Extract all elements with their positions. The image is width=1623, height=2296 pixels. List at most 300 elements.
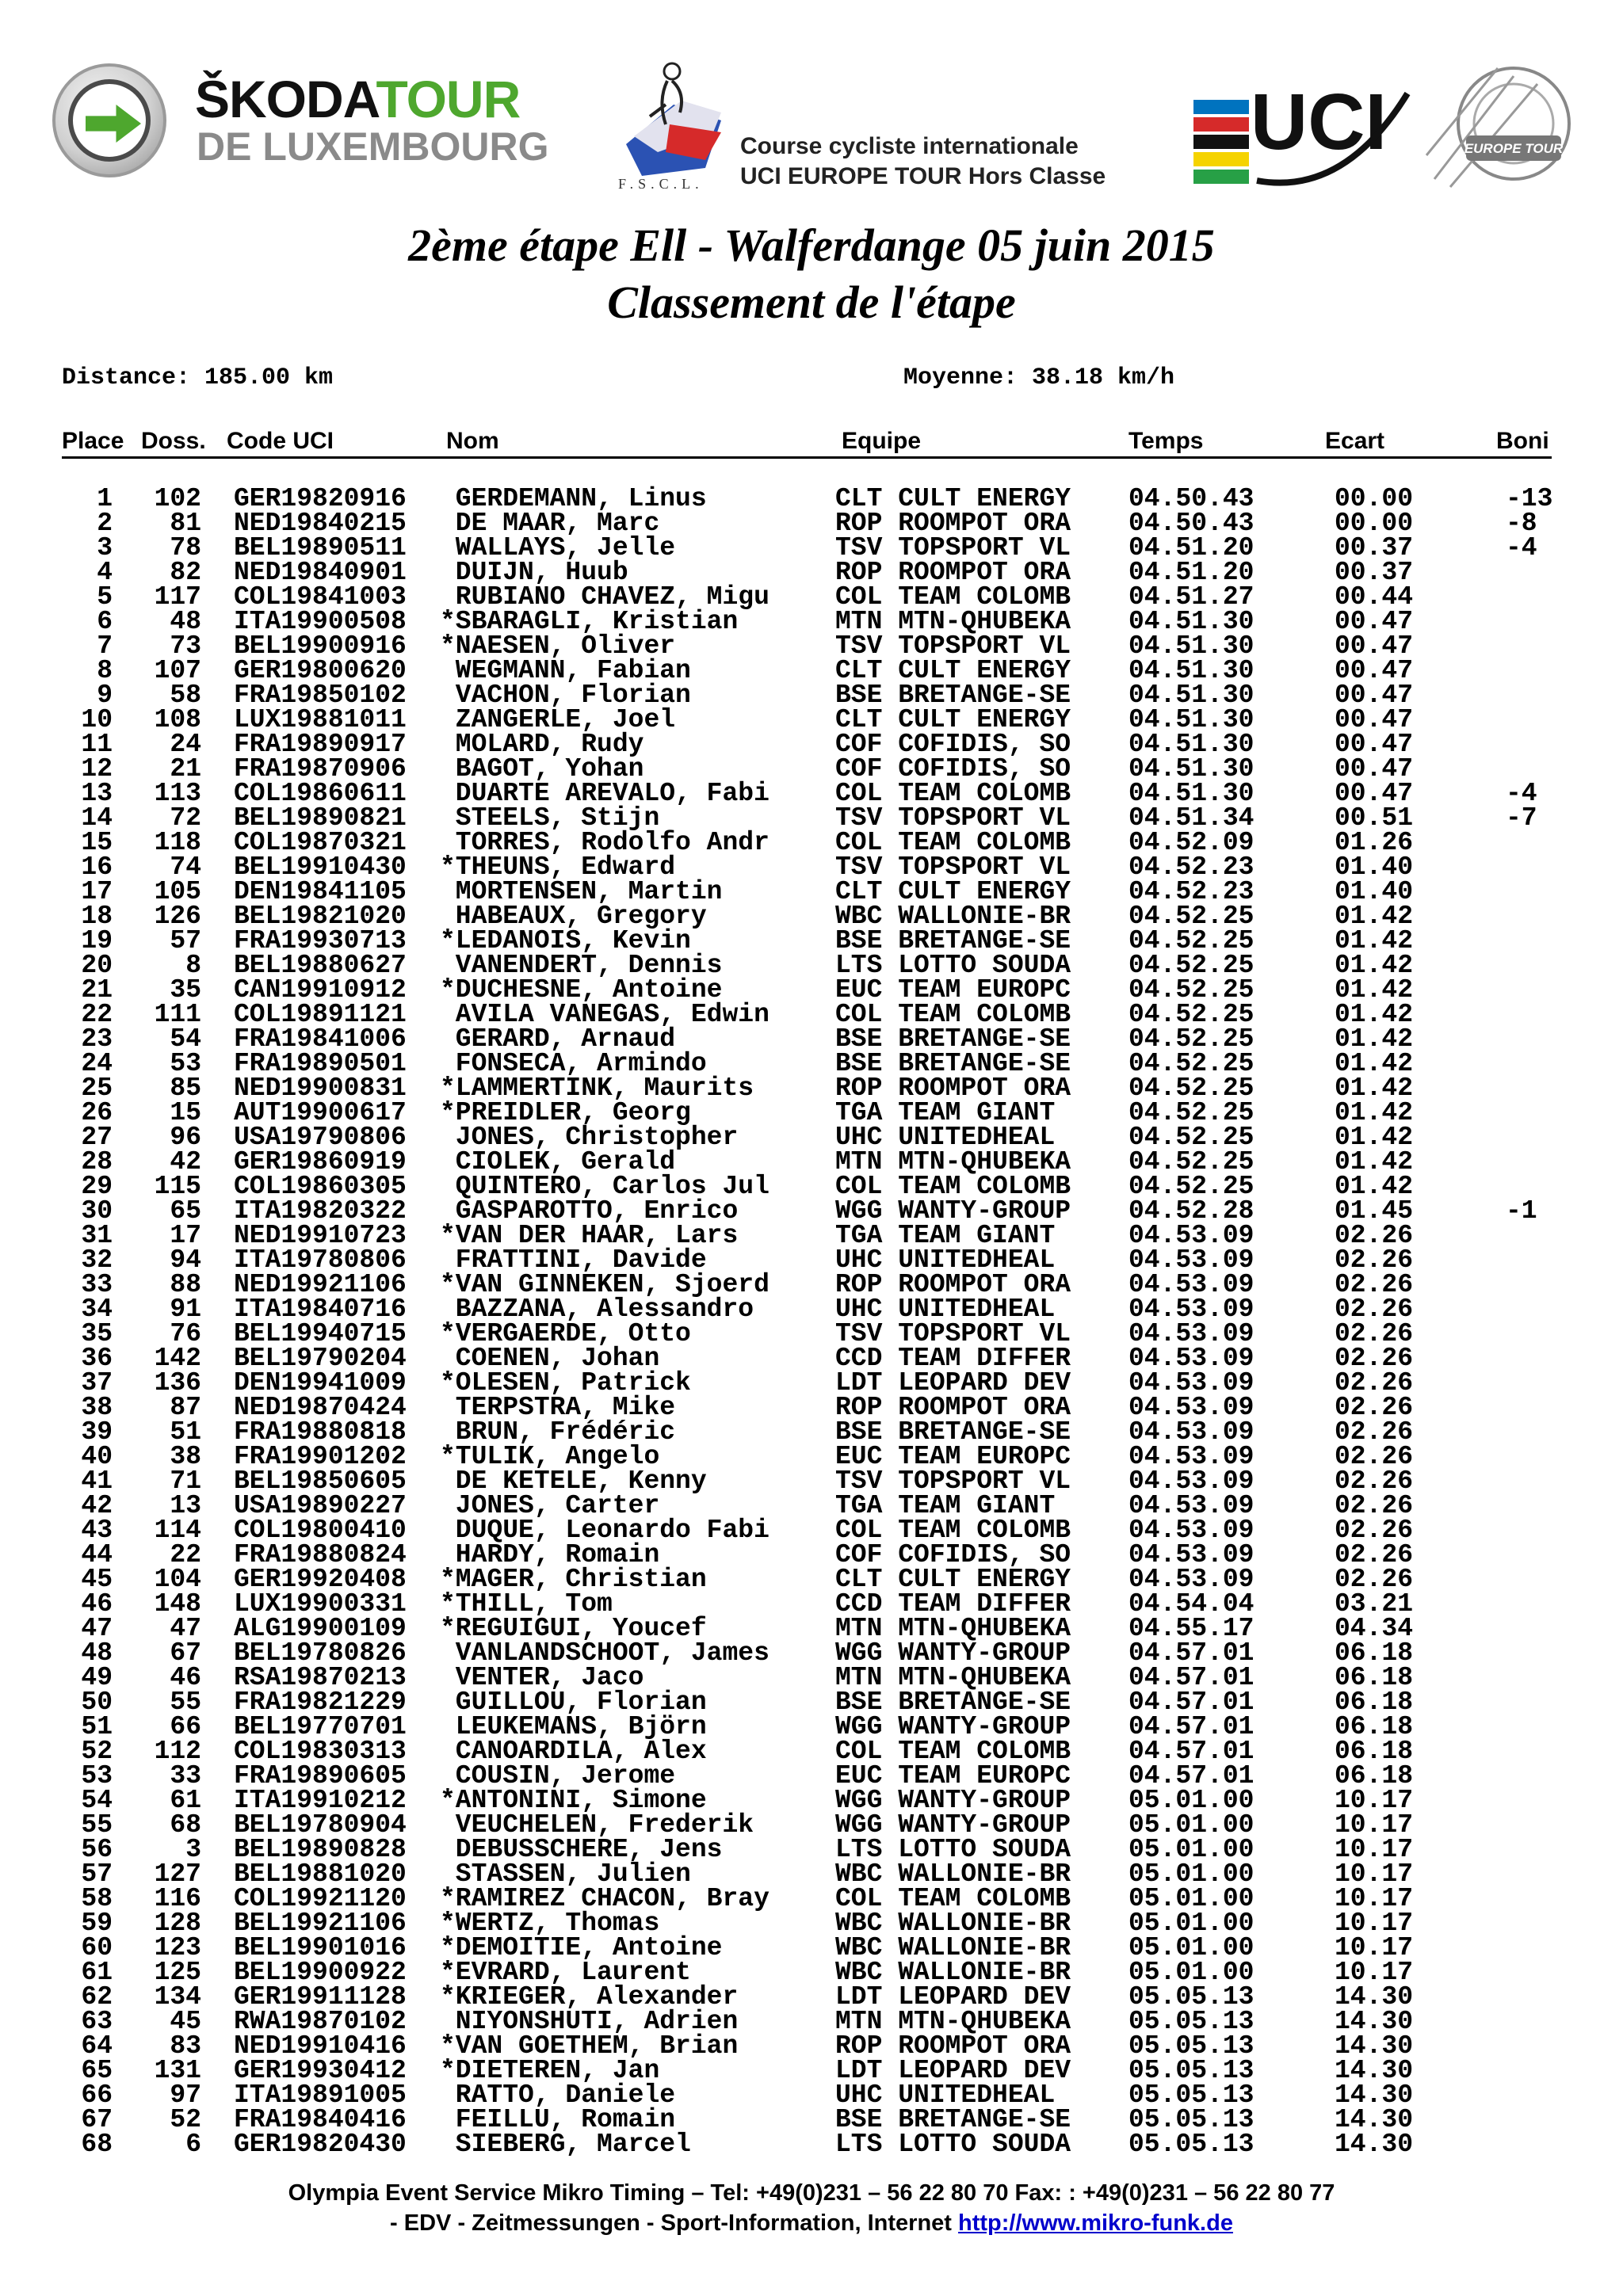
boni-cell: -4	[1506, 779, 1537, 808]
ecart-cell: 00.37	[1335, 558, 1414, 587]
boni-cell: -4	[1506, 533, 1537, 563]
code-uci-cell: DEN19841105	[234, 877, 407, 906]
ecart-cell: 14.30	[1335, 2105, 1414, 2134]
equipe-cell: COL TEAM COLOMB	[835, 582, 1071, 612]
nom-cell: VENTER, Jaco	[440, 1663, 644, 1692]
table-row	[0, 1196, 1623, 1226]
nom-cell: *SBARAGLI, Kristian	[440, 607, 739, 636]
doss-cell: 136	[154, 1368, 201, 1398]
ecart-cell: 01.42	[1335, 1024, 1414, 1054]
doss-cell: 74	[170, 852, 201, 882]
equipe-cell: BSE BRETANGE-SE	[835, 681, 1071, 710]
code-uci-cell: COL19870321	[234, 828, 407, 857]
place-cell: 12	[81, 754, 113, 784]
nom-cell: DEBUSSCHERE, Jens	[440, 1835, 723, 1864]
temps-cell: 05.01.00	[1128, 1933, 1254, 1962]
doss-cell: 108	[154, 705, 201, 734]
temps-cell: 04.50.43	[1128, 509, 1254, 538]
ecart-cell: 00.51	[1335, 803, 1414, 833]
code-uci-cell: NED19840215	[234, 509, 407, 538]
table-row	[0, 1346, 1623, 1371]
nom-cell: CIOLEK, Gerald	[440, 1147, 676, 1177]
table-row	[0, 781, 1623, 806]
place-cell: 28	[81, 1147, 113, 1177]
place-cell: 11	[81, 730, 113, 759]
table-row	[0, 1886, 1623, 1911]
ecart-cell: 00.00	[1335, 484, 1414, 513]
table-row	[0, 2009, 1623, 2034]
code-uci-cell: COL19860611	[234, 779, 407, 808]
place-cell: 4	[97, 558, 113, 587]
equipe-cell: UHC UNITEDHEAL	[835, 1123, 1056, 1152]
course-description: Course cycliste internationale	[740, 133, 1079, 159]
place-cell: 55	[81, 1810, 113, 1840]
ecart-cell: 01.42	[1335, 1074, 1414, 1103]
place-cell: 61	[81, 1958, 113, 1987]
code-uci-cell: COL19891121	[234, 1000, 407, 1029]
doss-cell: 131	[154, 2056, 201, 2085]
place-cell: 13	[81, 779, 113, 808]
place-cell: 63	[81, 2007, 113, 2036]
table-row	[0, 1417, 1623, 1447]
code-uci-cell: ITA19910212	[234, 1786, 407, 1815]
nom-cell: COENEN, Johan	[440, 1344, 660, 1373]
nom-cell: *DUCHESNE, Antoine	[440, 975, 723, 1005]
ecart-cell: 02.26	[1335, 1491, 1414, 1520]
doss-cell: 21	[170, 754, 201, 784]
code-uci-cell: BEL19770701	[234, 1712, 407, 1741]
nom-cell: ZANGERLE, Joel	[440, 705, 676, 734]
nom-cell: *ANTONINI, Simone	[440, 1786, 707, 1815]
place-cell: 22	[81, 1000, 113, 1029]
doss-cell: 6	[185, 2130, 201, 2159]
table-row	[0, 904, 1623, 929]
table-row	[0, 1245, 1623, 1275]
doss-cell: 22	[170, 1540, 201, 1569]
place-cell: 10	[81, 705, 113, 734]
temps-cell: 05.05.13	[1128, 2007, 1254, 2036]
place-cell: 21	[81, 975, 113, 1005]
code-uci-cell: RWA19870102	[234, 2007, 407, 2036]
doss-cell: 71	[170, 1466, 201, 1496]
doss-cell: 81	[170, 509, 201, 538]
place-cell: 26	[81, 1098, 113, 1127]
temps-cell: 04.53.09	[1128, 1540, 1254, 1569]
place-cell: 5	[97, 582, 113, 612]
doss-cell: 128	[154, 1909, 201, 1938]
ecart-cell: 02.26	[1335, 1565, 1414, 1594]
code-uci-cell: FRA19870906	[234, 754, 407, 784]
place-cell: 47	[81, 1614, 113, 1643]
code-uci-cell: GER19820430	[234, 2130, 407, 2159]
nom-cell: FONSECA, Armindo	[440, 1049, 707, 1078]
table-row	[0, 1074, 1623, 1103]
doss-cell: 66	[170, 1712, 201, 1741]
equipe-cell: LTS LOTTO SOUDA	[835, 2130, 1071, 2159]
place-cell: 45	[81, 1565, 113, 1594]
code-uci-cell: NED19870424	[234, 1393, 407, 1422]
nom-cell: BAGOT, Yohan	[440, 754, 644, 784]
temps-cell: 04.53.09	[1128, 1344, 1254, 1373]
nom-cell: *THEUNS, Edward	[440, 852, 676, 882]
code-uci-cell: BEL19780826	[234, 1638, 407, 1668]
code-uci-cell: BEL19901016	[234, 1933, 407, 1962]
code-uci-cell: BEL19780904	[234, 1810, 407, 1840]
ecart-cell: 02.26	[1335, 1417, 1414, 1447]
table-row	[0, 1125, 1623, 1150]
place-cell: 17	[81, 877, 113, 906]
table-row	[0, 1616, 1623, 1641]
code-uci-cell: COL19830313	[234, 1737, 407, 1766]
equipe-cell: EUC TEAM EUROPC	[835, 975, 1071, 1005]
nom-cell: AVILA VANEGAS, Edwin	[440, 1000, 769, 1029]
skoda-logo	[52, 63, 166, 177]
place-cell: 6	[97, 607, 113, 636]
fscl-label: F.S.C.L.	[618, 176, 704, 192]
nom-cell: JONES, Carter	[440, 1491, 660, 1520]
ecart-cell: 02.26	[1335, 1221, 1414, 1250]
place-cell: 37	[81, 1368, 113, 1398]
table-row	[0, 2031, 1623, 2061]
temps-cell: 04.52.25	[1128, 902, 1254, 931]
code-uci-cell: BEL19821020	[234, 902, 407, 931]
table-row	[0, 1002, 1623, 1027]
table-row	[0, 1665, 1623, 1690]
temps-cell: 04.53.09	[1128, 1417, 1254, 1447]
ecart-cell: 14.30	[1335, 2007, 1414, 2036]
ecart-cell: 10.17	[1335, 1958, 1414, 1987]
nom-cell: *TULIK, Angelo	[440, 1442, 660, 1471]
doss-cell: 125	[154, 1958, 201, 1987]
doss-cell: 142	[154, 1344, 201, 1373]
equipe-cell: TSV TOPSPORT VL	[835, 631, 1071, 661]
nom-cell: *VAN DER HAAR, Lars	[440, 1221, 739, 1250]
equipe-cell: CLT CULT ENERGY	[835, 1565, 1071, 1594]
place-cell: 57	[81, 1859, 113, 1889]
code-uci-cell: GER19911128	[234, 1982, 407, 2012]
temps-cell: 04.53.09	[1128, 1466, 1254, 1496]
ecart-cell: 10.17	[1335, 1884, 1414, 1913]
ecart-cell: 04.34	[1335, 1614, 1414, 1643]
footer-link[interactable]: http://www.mikro-funk.de	[958, 2210, 1233, 2236]
ecart-cell: 01.42	[1335, 951, 1414, 980]
doss-cell: 73	[170, 631, 201, 661]
ecart-cell: 14.30	[1335, 2056, 1414, 2085]
boni-cell: -8	[1506, 509, 1537, 538]
temps-cell: 04.57.01	[1128, 1688, 1254, 1717]
equipe-cell: WGG WANTY-GROUP	[835, 1196, 1071, 1226]
temps-cell: 04.53.09	[1128, 1245, 1254, 1275]
equipe-cell: LDT LEOPARD DEV	[835, 1368, 1071, 1398]
doss-cell: 54	[170, 1024, 201, 1054]
temps-cell: 04.51.30	[1128, 730, 1254, 759]
nom-cell: HARDY, Romain	[440, 1540, 660, 1569]
table-row	[0, 1518, 1623, 1543]
doss-cell: 48	[170, 607, 201, 636]
ecart-cell: 02.26	[1335, 1540, 1414, 1569]
code-uci-cell: FRA19821229	[234, 1688, 407, 1717]
brand-subtitle: DE LUXEMBOURG	[197, 124, 549, 169]
code-uci-cell: BEL19940715	[234, 1319, 407, 1348]
nom-cell: JONES, Christopher	[440, 1123, 739, 1152]
nom-cell: DUQUE, Leonardo Fabi	[440, 1516, 769, 1545]
table-row	[0, 1933, 1623, 1962]
table-row	[0, 1223, 1623, 1248]
doss-cell: 35	[170, 975, 201, 1005]
code-uci-cell: GER19920408	[234, 1565, 407, 1594]
brand-skoda: ŠKODA	[195, 70, 376, 128]
code-uci-cell: LUX19881011	[234, 705, 407, 734]
equipe-cell: MTN MTN-QHUBEKA	[835, 1663, 1071, 1692]
ecart-cell: 10.17	[1335, 1933, 1414, 1962]
temps-cell: 04.52.23	[1128, 852, 1254, 882]
temps-cell: 04.57.01	[1128, 1638, 1254, 1668]
place-cell: 16	[81, 852, 113, 882]
equipe-cell: ROP ROOMPOT ORA	[835, 1074, 1071, 1103]
brand-title	[195, 70, 521, 128]
ecart-cell: 03.21	[1335, 1589, 1414, 1619]
nom-cell: WALLAYS, Jelle	[440, 533, 676, 563]
ecart-cell: 06.18	[1335, 1712, 1414, 1741]
footer-services	[0, 2210, 1623, 2237]
code-uci-cell: NED19910723	[234, 1221, 407, 1250]
place-cell: 43	[81, 1516, 113, 1545]
equipe-cell: TSV TOPSPORT VL	[835, 533, 1071, 563]
nom-cell: HABEAUX, Gregory	[440, 902, 707, 931]
place-cell: 24	[81, 1049, 113, 1078]
doss-cell: 114	[154, 1516, 201, 1545]
doss-cell: 42	[170, 1147, 201, 1177]
place-cell: 3	[97, 533, 113, 563]
table-row	[0, 1297, 1623, 1322]
ecart-cell: 00.44	[1335, 582, 1414, 612]
doss-cell: 65	[170, 1196, 201, 1226]
place-cell: 42	[81, 1491, 113, 1520]
doss-cell: 46	[170, 1663, 201, 1692]
doss-cell: 107	[154, 656, 201, 685]
doss-cell: 24	[170, 730, 201, 759]
place-cell: 7	[97, 631, 113, 661]
code-uci-cell: FRA19840416	[234, 2105, 407, 2134]
col-header-boni: Boni	[1496, 428, 1549, 454]
ecart-cell: 01.42	[1335, 1147, 1414, 1177]
code-uci-cell: CAN19910912	[234, 975, 407, 1005]
table-row	[0, 754, 1623, 784]
ecart-cell: 06.18	[1335, 1761, 1414, 1791]
doss-cell: 104	[154, 1565, 201, 1594]
ecart-cell: 00.47	[1335, 779, 1414, 808]
temps-cell: 05.01.00	[1128, 1786, 1254, 1815]
doss-cell: 53	[170, 1049, 201, 1078]
ecart-cell: 06.18	[1335, 1737, 1414, 1766]
ecart-cell: 00.47	[1335, 631, 1414, 661]
table-row	[0, 1788, 1623, 1813]
temps-cell: 05.05.13	[1128, 2105, 1254, 2134]
place-cell: 54	[81, 1786, 113, 1815]
nom-cell: *WERTZ, Thomas	[440, 1909, 660, 1938]
nom-cell: *LAMMERTINK, Maurits	[440, 1074, 754, 1103]
doss-cell: 72	[170, 803, 201, 833]
equipe-cell: BSE BRETANGE-SE	[835, 1688, 1071, 1717]
doss-cell: 113	[154, 779, 201, 808]
nom-cell: *VAN GOETHEM, Brian	[440, 2031, 739, 2061]
code-uci-cell: USA19890227	[234, 1491, 407, 1520]
place-cell: 62	[81, 1982, 113, 2012]
ecart-cell: 01.42	[1335, 1172, 1414, 1201]
nom-cell: *RAMIREZ CHACON, Bray	[440, 1884, 769, 1913]
doss-cell: 67	[170, 1638, 201, 1668]
table-row	[0, 1319, 1623, 1348]
nom-cell: GERDEMANN, Linus	[440, 484, 707, 513]
nom-cell: *DEMOITIE, Antoine	[440, 1933, 723, 1962]
equipe-cell: CLT CULT ENERGY	[835, 484, 1071, 513]
place-cell: 8	[97, 656, 113, 685]
place-cell: 15	[81, 828, 113, 857]
temps-cell: 04.53.09	[1128, 1295, 1254, 1324]
code-uci-cell: FRA19890605	[234, 1761, 407, 1791]
temps-cell: 04.52.25	[1128, 1074, 1254, 1103]
code-uci-cell: COL19860305	[234, 1172, 407, 1201]
equipe-cell: BSE BRETANGE-SE	[835, 2105, 1071, 2134]
temps-cell: 04.53.09	[1128, 1516, 1254, 1545]
temps-cell: 04.51.30	[1128, 681, 1254, 710]
col-header-nom: Nom	[446, 428, 499, 454]
nom-cell: GERARD, Arnaud	[440, 1024, 676, 1054]
classification-title: Classement de l'étape	[607, 277, 1016, 328]
nom-cell: TORRES, Rodolfo Andr	[440, 828, 769, 857]
equipe-cell: TSV TOPSPORT VL	[835, 1319, 1071, 1348]
code-uci-cell: FRA19930713	[234, 926, 407, 955]
doss-cell: 38	[170, 1442, 201, 1471]
code-uci-cell: ITA19900508	[234, 607, 407, 636]
doss-cell: 87	[170, 1393, 201, 1422]
nom-cell: *NAESEN, Oliver	[440, 631, 676, 661]
table-row	[0, 533, 1623, 563]
equipe-cell: CCD TEAM DIFFER	[835, 1344, 1071, 1373]
nom-cell: TERPSTRA, Mike	[440, 1393, 676, 1422]
ecart-cell: 02.26	[1335, 1393, 1414, 1422]
temps-cell: 05.05.13	[1128, 2081, 1254, 2110]
code-uci-cell: NED19910416	[234, 2031, 407, 2061]
ecart-cell: 06.18	[1335, 1638, 1414, 1668]
code-uci-cell: BEL19900916	[234, 631, 407, 661]
brand-tour: TOUR	[376, 70, 521, 128]
page-header	[0, 0, 1623, 206]
code-uci-cell: COL19841003	[234, 582, 407, 612]
temps-cell: 04.52.25	[1128, 1172, 1254, 1201]
temps-cell: 04.53.09	[1128, 1565, 1254, 1594]
ecart-cell: 10.17	[1335, 1835, 1414, 1864]
doss-cell: 78	[170, 533, 201, 563]
equipe-cell: ROP ROOMPOT ORA	[835, 2031, 1071, 2061]
place-cell: 31	[81, 1221, 113, 1250]
table-row	[0, 852, 1623, 882]
equipe-cell: TGA TEAM GIANT	[835, 1221, 1056, 1250]
temps-cell: 04.51.30	[1128, 631, 1254, 661]
place-cell: 9	[97, 681, 113, 710]
table-row	[0, 1911, 1623, 1936]
temps-cell: 04.53.09	[1128, 1319, 1254, 1348]
temps-cell: 04.53.09	[1128, 1221, 1254, 1250]
equipe-cell: LDT LEOPARD DEV	[835, 2056, 1071, 2085]
equipe-cell: EUC TEAM EUROPC	[835, 1761, 1071, 1791]
code-uci-cell: NED19840901	[234, 558, 407, 587]
place-cell: 23	[81, 1024, 113, 1054]
temps-cell: 04.55.17	[1128, 1614, 1254, 1643]
results-table	[0, 486, 1623, 2157]
ecart-cell: 01.42	[1335, 926, 1414, 955]
place-cell: 46	[81, 1589, 113, 1619]
doss-cell: 148	[154, 1589, 201, 1619]
doss-cell: 126	[154, 902, 201, 931]
nom-cell: LEUKEMANS, Björn	[440, 1712, 707, 1741]
code-uci-cell: ALG19900109	[234, 1614, 407, 1643]
code-uci-cell: GER19860919	[234, 1147, 407, 1177]
ecart-cell: 10.17	[1335, 1786, 1414, 1815]
doss-cell: 115	[154, 1172, 201, 1201]
temps-cell: 04.57.01	[1128, 1761, 1254, 1791]
ecart-cell: 06.18	[1335, 1663, 1414, 1692]
europe-tour-text: EUROPE TOUR	[1464, 141, 1564, 156]
temps-cell: 04.54.04	[1128, 1589, 1254, 1619]
equipe-cell: WBC WALLONIE-BR	[835, 1909, 1071, 1938]
table-row	[0, 1714, 1623, 1739]
ecart-cell: 14.30	[1335, 2130, 1414, 2159]
equipe-cell: COL TEAM COLOMB	[835, 828, 1071, 857]
distance-info: Distance: 185.00 km	[62, 364, 334, 391]
doss-cell: 57	[170, 926, 201, 955]
ecart-cell: 02.26	[1335, 1270, 1414, 1299]
nom-cell: CANOARDILA, Alex	[440, 1737, 707, 1766]
ecart-cell: 00.37	[1335, 533, 1414, 563]
temps-cell: 04.57.01	[1128, 1663, 1254, 1692]
temps-cell: 04.52.25	[1128, 926, 1254, 955]
table-row	[0, 1024, 1623, 1054]
nom-cell: *THILL, Tom	[440, 1589, 613, 1619]
ecart-cell: 00.47	[1335, 730, 1414, 759]
equipe-cell: WGG WANTY-GROUP	[835, 1786, 1071, 1815]
equipe-cell: WBC WALLONIE-BR	[835, 1859, 1071, 1889]
code-uci-cell: LUX19900331	[234, 1589, 407, 1619]
temps-cell: 04.52.25	[1128, 951, 1254, 980]
doss-cell: 61	[170, 1786, 201, 1815]
equipe-cell: WBC WALLONIE-BR	[835, 1958, 1071, 1987]
ecart-cell: 02.26	[1335, 1245, 1414, 1275]
place-cell: 33	[81, 1270, 113, 1299]
code-uci-cell: AUT19900617	[234, 1098, 407, 1127]
nom-cell: *REGUIGUI, Youcef	[440, 1614, 707, 1643]
equipe-cell: TSV TOPSPORT VL	[835, 1466, 1071, 1496]
equipe-cell: ROP ROOMPOT ORA	[835, 1393, 1071, 1422]
place-cell: 40	[81, 1442, 113, 1471]
temps-cell: 05.05.13	[1128, 1982, 1254, 2012]
nom-cell: *PREIDLER, Georg	[440, 1098, 691, 1127]
nom-cell: BAZZANA, Alessandro	[440, 1295, 754, 1324]
temps-cell: 04.53.09	[1128, 1270, 1254, 1299]
equipe-cell: UHC UNITEDHEAL	[835, 1245, 1056, 1275]
table-row	[0, 1761, 1623, 1791]
nom-cell: MORTENSEN, Martin	[440, 877, 723, 906]
place-cell: 19	[81, 926, 113, 955]
table-row	[0, 1688, 1623, 1717]
ecart-cell: 10.17	[1335, 1909, 1414, 1938]
table-row	[0, 658, 1623, 683]
code-uci-cell: GER19820916	[234, 484, 407, 513]
nom-cell: DUIJN, Huub	[440, 558, 628, 587]
doss-cell: 52	[170, 2105, 201, 2134]
nom-cell: STEELS, Stijn	[440, 803, 660, 833]
nom-cell: FEILLU, Romain	[440, 2105, 676, 2134]
